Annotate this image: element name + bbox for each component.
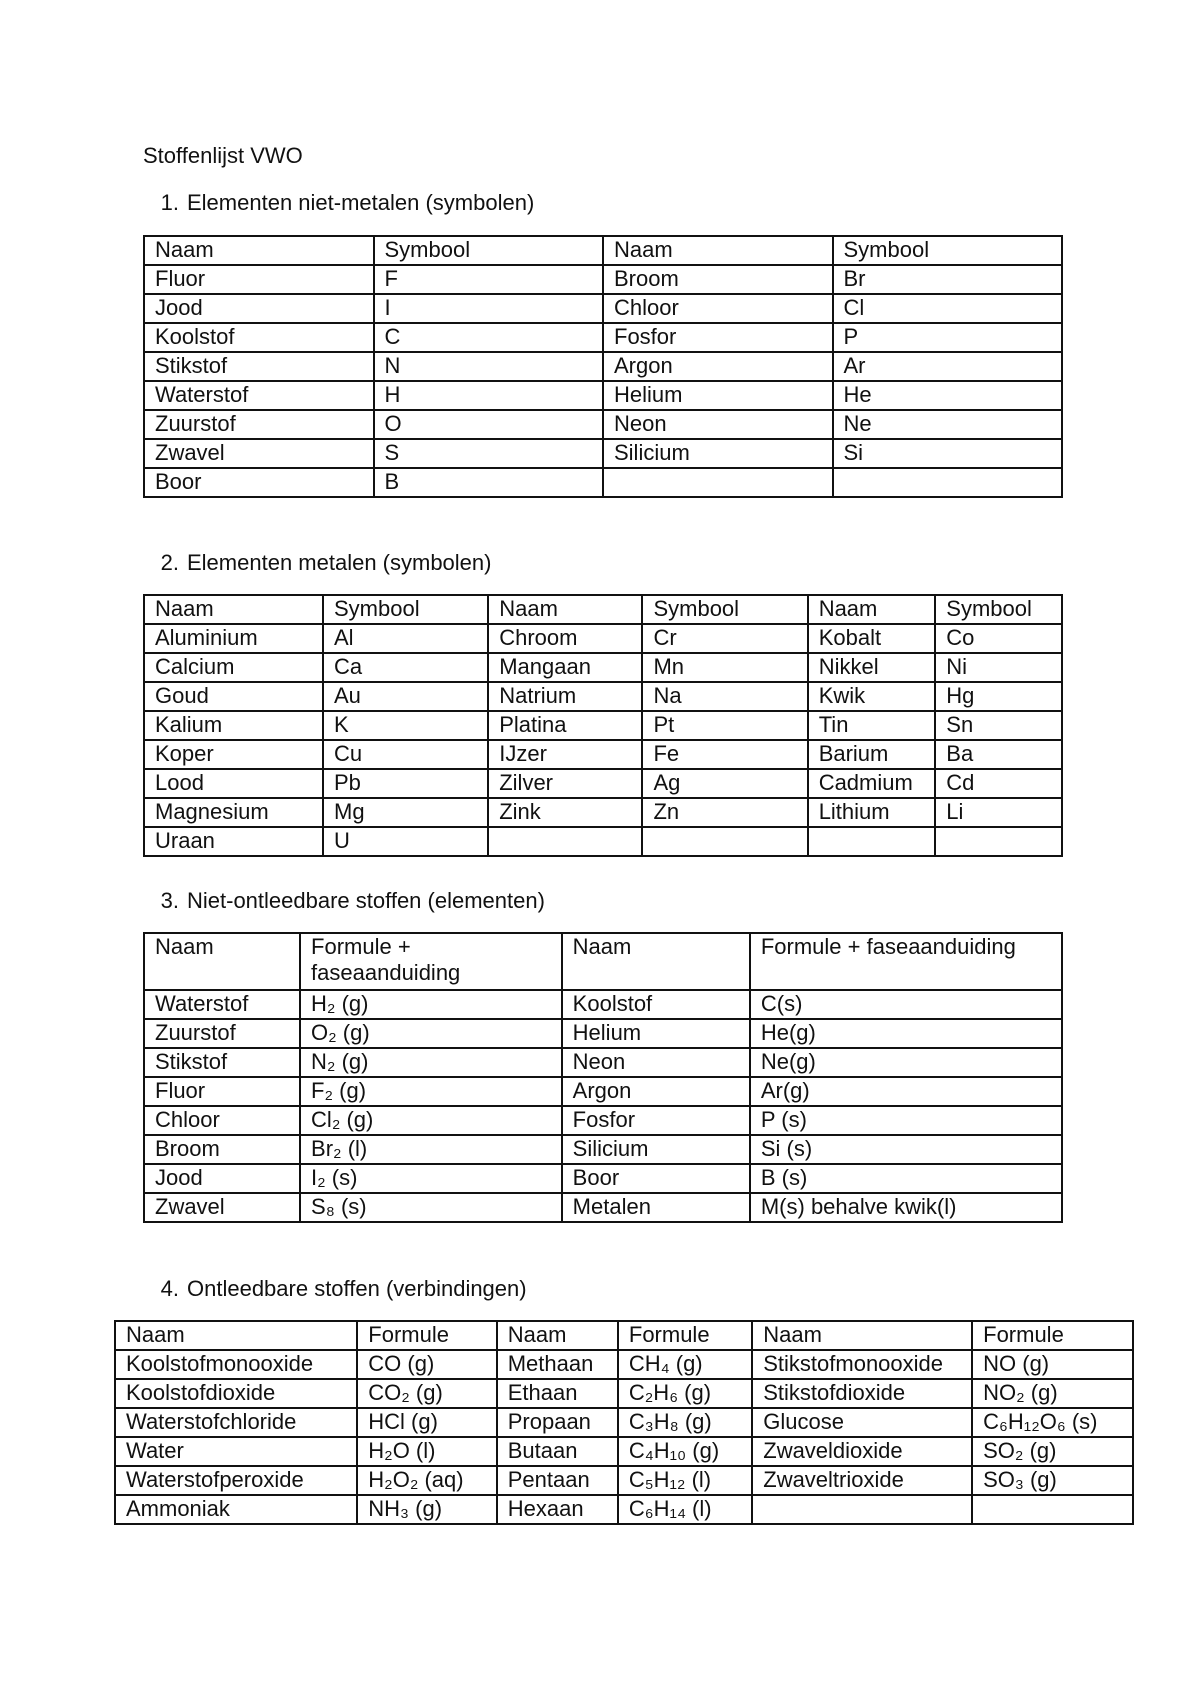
table-cell: Natrium <box>488 682 642 711</box>
table-cell: Glucose <box>752 1408 972 1437</box>
section-title: Ontleedbare stoffen (verbindingen) <box>187 1276 527 1301</box>
table-cell: Calcium <box>144 653 323 682</box>
table-row <box>115 1495 1133 1524</box>
table-row <box>144 1135 1062 1164</box>
table-cell: Ethaan <box>497 1379 618 1408</box>
table-cell: Stikstofdioxide <box>752 1379 972 1408</box>
table-cell: Cadmium <box>808 769 936 798</box>
table-cell: Nikkel <box>808 653 936 682</box>
table-cell: Zwavel <box>144 1193 300 1222</box>
table-cell: S <box>374 439 604 468</box>
table-cell: Barium <box>808 740 936 769</box>
table-cell <box>935 827 1062 856</box>
table-cell: Cr <box>642 624 807 653</box>
table-cell: Platina <box>488 711 642 740</box>
table-cell: Zilver <box>488 769 642 798</box>
table-cell: Silicium <box>603 439 833 468</box>
table-cell: Fe <box>642 740 807 769</box>
table-cell: Goud <box>144 682 323 711</box>
table-cell: Aluminium <box>144 624 323 653</box>
table-cell: C <box>374 323 604 352</box>
table-cell: H <box>374 381 604 410</box>
table-cell: Chloor <box>144 1106 300 1135</box>
table-row <box>115 1379 1133 1408</box>
table-cell: Zwaveldioxide <box>752 1437 972 1466</box>
table-cell: Si (s) <box>750 1135 1062 1164</box>
table-cell: Water <box>115 1437 357 1466</box>
compounds-table <box>114 1320 1134 1525</box>
table-cell: Br₂ (l) <box>300 1135 562 1164</box>
table-cell: Ag <box>642 769 807 798</box>
table-cell: Butaan <box>497 1437 618 1466</box>
table-cell: Zuurstof <box>144 410 374 439</box>
column-header: Naam <box>752 1321 972 1350</box>
table-cell: Stikstof <box>144 352 374 381</box>
column-header: Naam <box>144 933 300 990</box>
table-cell: Broom <box>603 265 833 294</box>
table-cell: Broom <box>144 1135 300 1164</box>
column-header: Naam <box>488 595 642 624</box>
table-row <box>144 827 1062 856</box>
table-cell: Br <box>833 265 1063 294</box>
table-cell: Fosfor <box>562 1106 750 1135</box>
table-cell <box>488 827 642 856</box>
table-cell: Li <box>935 798 1062 827</box>
table-cell: Cl₂ (g) <box>300 1106 562 1135</box>
table-cell: Fosfor <box>603 323 833 352</box>
column-header: Naam <box>603 236 833 265</box>
column-header: Symbool <box>935 595 1062 624</box>
column-header: Symbool <box>833 236 1063 265</box>
section-number: 3. <box>160 888 179 913</box>
table-cell: Chroom <box>488 624 642 653</box>
section-title: Elementen metalen (symbolen) <box>187 550 492 575</box>
table-row <box>144 653 1062 682</box>
table-cell: Mg <box>323 798 488 827</box>
table-cell: NH₃ (g) <box>357 1495 496 1524</box>
table-cell: Metalen <box>562 1193 750 1222</box>
table-row <box>144 1106 1062 1135</box>
table-cell: S₈ (s) <box>300 1193 562 1222</box>
table-cell: C₃H₈ (g) <box>618 1408 752 1437</box>
section-number: 4. <box>160 1276 179 1301</box>
table-cell: C₂H₆ (g) <box>618 1379 752 1408</box>
column-header: Naam <box>115 1321 357 1350</box>
table-cell: Pt <box>642 711 807 740</box>
section-title: Elementen niet-metalen (symbolen) <box>187 190 535 215</box>
table-cell: H₂O (l) <box>357 1437 496 1466</box>
table-row <box>144 682 1062 711</box>
table-row <box>115 1466 1133 1495</box>
table-cell: Kwik <box>808 682 936 711</box>
table-cell: Chloor <box>603 294 833 323</box>
table-cell: He <box>833 381 1063 410</box>
table-row <box>144 990 1062 1019</box>
section-number: 2. <box>160 550 179 575</box>
table-cell: H₂ (g) <box>300 990 562 1019</box>
section-heading-2 <box>143 550 491 576</box>
table-cell: Mn <box>642 653 807 682</box>
table-cell: Stikstofmonooxide <box>752 1350 972 1379</box>
table-cell: Waterstof <box>144 990 300 1019</box>
table-cell: Neon <box>562 1048 750 1077</box>
table-cell: Cd <box>935 769 1062 798</box>
section-title: Niet-ontleedbare stoffen (elementen) <box>187 888 545 913</box>
table-cell: C₄H₁₀ (g) <box>618 1437 752 1466</box>
table-cell: Waterstof <box>144 381 374 410</box>
table-cell: P (s) <box>750 1106 1062 1135</box>
table-cell: P <box>833 323 1063 352</box>
table-cell: NO₂ (g) <box>972 1379 1133 1408</box>
table-cell: O <box>374 410 604 439</box>
column-header: Formule <box>618 1321 752 1350</box>
table-cell: Hexaan <box>497 1495 618 1524</box>
table-cell <box>603 468 833 497</box>
table-cell: Na <box>642 682 807 711</box>
table-header-row <box>144 236 1062 265</box>
table-row <box>144 624 1062 653</box>
table-cell: Ammoniak <box>115 1495 357 1524</box>
table-cell: O₂ (g) <box>300 1019 562 1048</box>
table-cell: N <box>374 352 604 381</box>
table-row <box>144 711 1062 740</box>
table-cell: F₂ (g) <box>300 1077 562 1106</box>
table-cell: CO₂ (g) <box>357 1379 496 1408</box>
table-cell: Tin <box>808 711 936 740</box>
table-cell: Koolstof <box>144 323 374 352</box>
section-heading-3 <box>143 888 545 914</box>
table-cell: Magnesium <box>144 798 323 827</box>
table-cell: HCl (g) <box>357 1408 496 1437</box>
table-cell: Ne(g) <box>750 1048 1062 1077</box>
column-header: Naam <box>562 933 750 990</box>
table-cell: Kalium <box>144 711 323 740</box>
table-cell: Koolstofmonooxide <box>115 1350 357 1379</box>
table-row <box>144 439 1062 468</box>
table-cell: Koolstof <box>562 990 750 1019</box>
column-header: Symbool <box>323 595 488 624</box>
table-header-row <box>144 933 1062 990</box>
table-cell: CO (g) <box>357 1350 496 1379</box>
table-cell: SO₃ (g) <box>972 1466 1133 1495</box>
table-cell: IJzer <box>488 740 642 769</box>
table-cell <box>808 827 936 856</box>
table-row <box>144 352 1062 381</box>
table-cell: Si <box>833 439 1063 468</box>
section-number: 1. <box>160 190 179 215</box>
table-cell: B <box>374 468 604 497</box>
table-cell: Waterstofchloride <box>115 1408 357 1437</box>
column-header: Naam <box>808 595 936 624</box>
table-cell: Zwavel <box>144 439 374 468</box>
table-row <box>144 294 1062 323</box>
table-cell: Co <box>935 624 1062 653</box>
table-row <box>144 798 1062 827</box>
table-cell: C(s) <box>750 990 1062 1019</box>
table-cell: Helium <box>562 1019 750 1048</box>
table-cell: Silicium <box>562 1135 750 1164</box>
table-cell: I <box>374 294 604 323</box>
table-cell: He(g) <box>750 1019 1062 1048</box>
table-cell: Ne <box>833 410 1063 439</box>
table-cell: Neon <box>603 410 833 439</box>
table-cell: Boor <box>144 468 374 497</box>
table-cell: B (s) <box>750 1164 1062 1193</box>
table-row <box>144 1048 1062 1077</box>
column-header: Naam <box>144 236 374 265</box>
table-cell: Lithium <box>808 798 936 827</box>
table-cell: Argon <box>603 352 833 381</box>
table-cell: Ba <box>935 740 1062 769</box>
table-row <box>144 1019 1062 1048</box>
column-header: Formule + faseaanduiding <box>750 933 1062 990</box>
document-title: Stoffenlijst VWO <box>143 143 303 168</box>
table-row <box>144 410 1062 439</box>
table-cell: Ar <box>833 352 1063 381</box>
table-cell: Ni <box>935 653 1062 682</box>
table-header-row <box>115 1321 1133 1350</box>
table-cell: K <box>323 711 488 740</box>
table-cell: Cl <box>833 294 1063 323</box>
column-header: Naam <box>497 1321 618 1350</box>
table-cell: Argon <box>562 1077 750 1106</box>
table-cell: Stikstof <box>144 1048 300 1077</box>
table-row <box>144 323 1062 352</box>
table-cell: Pb <box>323 769 488 798</box>
table-cell: Zuurstof <box>144 1019 300 1048</box>
table-header-row <box>144 595 1062 624</box>
table-row <box>144 1164 1062 1193</box>
table-cell: Sn <box>935 711 1062 740</box>
table-cell: Propaan <box>497 1408 618 1437</box>
column-header: Naam <box>144 595 323 624</box>
table-cell: Waterstofperoxide <box>115 1466 357 1495</box>
table-cell: Ar(g) <box>750 1077 1062 1106</box>
table-cell <box>752 1495 972 1524</box>
table-cell: Uraan <box>144 827 323 856</box>
table-cell: Helium <box>603 381 833 410</box>
table-row <box>144 265 1062 294</box>
non-decomposable-substances-table <box>143 932 1063 1223</box>
table-cell: C₆H₁₄ (l) <box>618 1495 752 1524</box>
table-cell: Zwaveltrioxide <box>752 1466 972 1495</box>
table-cell: H₂O₂ (aq) <box>357 1466 496 1495</box>
table-cell: F <box>374 265 604 294</box>
table-cell: Koolstofdioxide <box>115 1379 357 1408</box>
table-cell: Hg <box>935 682 1062 711</box>
table-cell <box>972 1495 1133 1524</box>
table-cell: Pentaan <box>497 1466 618 1495</box>
table-cell: Jood <box>144 1164 300 1193</box>
table-row <box>115 1408 1133 1437</box>
table-cell: N₂ (g) <box>300 1048 562 1077</box>
table-cell: Cu <box>323 740 488 769</box>
table-row <box>144 769 1062 798</box>
table-cell: Lood <box>144 769 323 798</box>
column-header: Formule <box>972 1321 1133 1350</box>
metal-elements-table <box>143 594 1063 857</box>
nonmetal-elements-table <box>143 235 1063 498</box>
table-row <box>115 1350 1133 1379</box>
table-cell: Al <box>323 624 488 653</box>
table-cell: NO (g) <box>972 1350 1133 1379</box>
table-cell: C₅H₁₂ (l) <box>618 1466 752 1495</box>
table-cell: Au <box>323 682 488 711</box>
table-row <box>144 468 1062 497</box>
table-cell: Kobalt <box>808 624 936 653</box>
table-cell: Jood <box>144 294 374 323</box>
column-header: Formule <box>357 1321 496 1350</box>
table-cell: Zink <box>488 798 642 827</box>
column-header: Symbool <box>642 595 807 624</box>
table-row <box>115 1437 1133 1466</box>
section-heading-1 <box>143 190 534 216</box>
column-header: Formule + faseaanduiding <box>300 933 562 990</box>
table-cell: SO₂ (g) <box>972 1437 1133 1466</box>
table-cell: Ca <box>323 653 488 682</box>
table-row <box>144 381 1062 410</box>
table-cell: U <box>323 827 488 856</box>
table-cell: Methaan <box>497 1350 618 1379</box>
table-cell: Mangaan <box>488 653 642 682</box>
table-cell: Fluor <box>144 1077 300 1106</box>
table-cell: CH₄ (g) <box>618 1350 752 1379</box>
table-cell: Koper <box>144 740 323 769</box>
table-row <box>144 740 1062 769</box>
table-cell: Fluor <box>144 265 374 294</box>
table-row <box>144 1193 1062 1222</box>
table-cell: Boor <box>562 1164 750 1193</box>
table-row <box>144 1077 1062 1106</box>
table-cell: C₆H₁₂O₆ (s) <box>972 1408 1133 1437</box>
table-cell: Zn <box>642 798 807 827</box>
table-cell <box>642 827 807 856</box>
table-cell: M(s) behalve kwik(l) <box>750 1193 1062 1222</box>
table-cell: I₂ (s) <box>300 1164 562 1193</box>
table-cell <box>833 468 1063 497</box>
column-header: Symbool <box>374 236 604 265</box>
section-heading-4 <box>143 1276 527 1302</box>
